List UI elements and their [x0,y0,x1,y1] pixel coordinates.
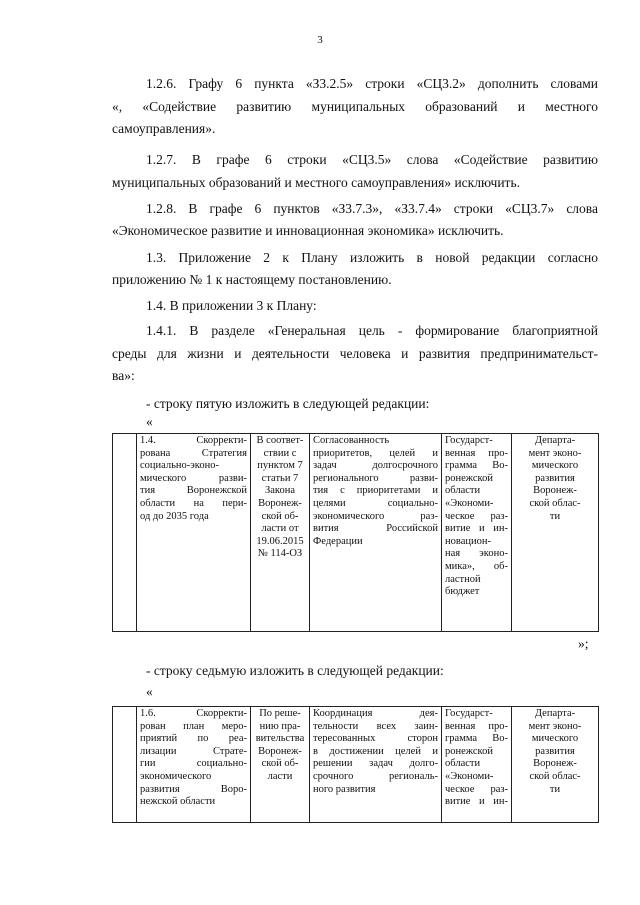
table1-cell-name: 1.4. Скорректи- рована Стратегия социально-эконо- мического разви- тия Воронежской области на пери- од до 2035 года [137,434,251,632]
paragraph-1-2-7-line-2: муниципальных образований и местного самоуправления» исключить. [112,175,520,190]
table2-cell-program: Государст- венная про- грамма Во- ронежской области «Экономи- ческое раз- витие и ин- [442,707,512,823]
paragraph-1-3-line-1: 1.3. Приложение 2 к Плану изложить в новой редакции согласно [146,250,598,265]
paragraph-1-2-6-line-1: 1.2.6. Графу 6 пункта «З3.2.5» строки «СЦ3.2» дополнить словами [146,76,598,91]
paragraph-1-4-1-line-3: ва»: [112,368,135,383]
instruction-row-five: - строку пятую изложить в следующей редакции: [146,396,430,411]
page-number: 3 [317,34,323,46]
table2-cell-name: 1.6. Скорректи- рован план меро- приятий по реа- лизации Страте- гии социально- экономического развития Воро- нежской области [137,707,251,823]
paragraph-1-4-1-line-2: среды для жизни и деятельности человека и развития предпринимательст- [112,346,598,361]
table1-cell-responsible: Департа- мент эконо- мического развития Воронеж- ской облас- ти [512,434,599,632]
paragraph-1-2-8-line-1: 1.2.8. В графе 6 пунктов «З3.7.3», «З3.7.4» строки «СЦ3.7» слова [146,201,598,216]
table-row [113,707,599,823]
table1-cell-basis: В соответ- ствии с пунктом 7 статьи 7 Закона Воронеж- ской об- ласти от 19.06.2015 № 114-ОЗ [251,434,310,632]
table2-cell-description: Координация дея- тельности всех заин- тересованных сторон в достижении целей и решении задач долго- срочного региональ- ного развития [310,707,442,823]
paragraph-1-4: 1.4. В приложении 3 к Плану: [146,298,317,313]
paragraph-1-2-6-line-2: «, «Содействие развитию муниципальных образований и местного [112,99,598,114]
opening-quote-1: « [146,414,153,429]
closing-quote-1: »; [578,636,589,651]
paragraph-1-4-1-line-1: 1.4.1. В разделе «Генеральная цель - формирование благоприятной [146,323,598,338]
table1-cell-empty [113,434,137,632]
opening-quote-2: « [146,684,153,699]
table2-cell-basis: По реше- нию пра- вительства Воронеж- ской об- ласти [251,707,310,823]
table2-cell-empty [113,707,137,823]
paragraph-1-3-line-2: приложению № 1 к настоящему постановлению. [112,272,392,287]
table1-cell-program: Государст- венная про- грамма Во- ронежской области «Экономи- ческое раз- витие и ин- новацион- ная эконо- мика», об- ластной бюджет [442,434,512,632]
paragraph-1-2-8-line-2: «Экономическое развитие и инновационная экономика» исключить. [112,223,504,238]
table2-cell-responsible: Департа- мент эконо- мического развития Воронеж- ской облас- ти [512,707,599,823]
table1-cell-description: Согласованность приоритетов, целей и задач долгосрочного регионального разви- тия с приоритетами и целями социально- экономического раз- вития Российской Федерации [310,434,442,632]
paragraph-1-2-6-line-3: самоуправления». [112,121,216,136]
paragraph-1-2-7-line-1: 1.2.7. В графе 6 строки «СЦ3.5» слова «Содействие развитию [146,152,598,167]
table-row-five [112,433,599,632]
instruction-row-seven: - строку седьмую изложить в следующей редакции: [146,663,444,678]
table-row [113,434,599,632]
table-row-seven [112,706,599,823]
